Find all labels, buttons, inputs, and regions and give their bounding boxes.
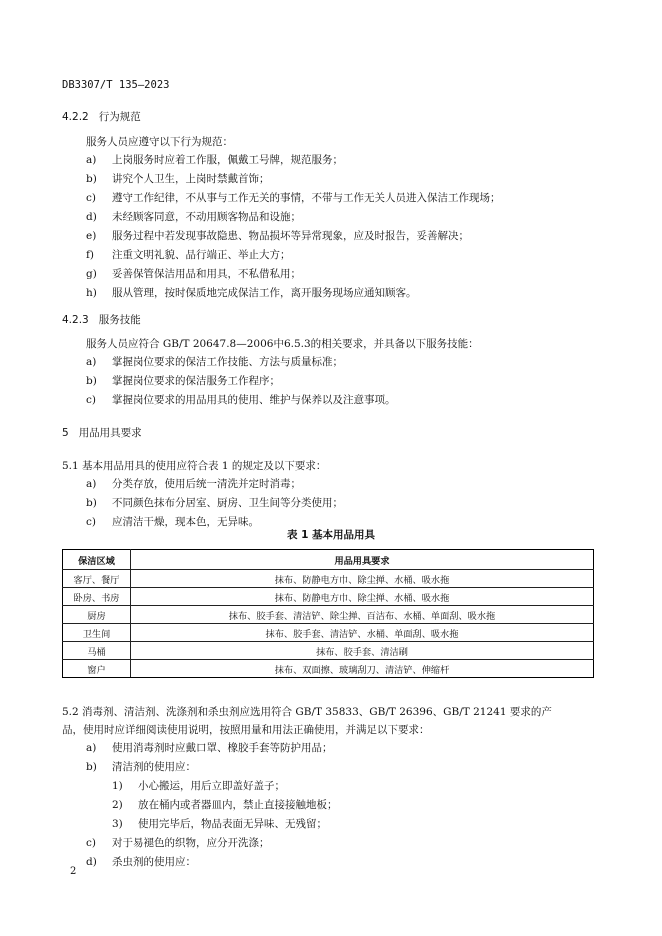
section-4-2-2-intro: 服务人员应遵守以下行为规范： (86, 136, 233, 148)
section-5-2-line-2: 品，使用时应详细阅读使用说明，按照用量和用法正确使用，并满足以下要求： (62, 724, 430, 736)
sub-list-item: 2) 放在桶内或者器皿内，禁止直接接触地板； (112, 799, 338, 811)
list-item: b) 讲究个人卫生，上岗时禁戴首饰； (86, 173, 270, 185)
list-item: c) 遵守工作纪律，不从事与工作无关的事情，不带与工作无关人员进入保洁工作现场； (86, 192, 501, 204)
table-cell: 卫生间 (63, 624, 131, 642)
table-cell: 窗户 (63, 660, 131, 678)
table-row (63, 570, 594, 588)
supplies-table (62, 549, 594, 678)
section-4-2-3-intro: 服务人员应符合 GB/T 20647.8—2006中6.5.3的相关要求，并具备以下服务技能： (86, 338, 479, 350)
section-title: 服务技能 (98, 314, 141, 326)
table-row (63, 606, 594, 624)
list-item: d) 未经顾客同意，不动用顾客物品和设施； (86, 211, 301, 223)
list-item: g) 妥善保管保洁用品和用具，不私借私用； (86, 268, 301, 280)
list-item: b) 掌握岗位要求的保洁服务工作程序； (86, 375, 280, 387)
table-cell: 抹布、胶手套、清洁刷 (131, 642, 594, 660)
list-item: d) 杀虫剂的使用应： (86, 856, 196, 868)
table-cell: 抹布、胶手套、清洁铲、水桶、单面刮、吸水拖 (131, 624, 594, 642)
table-row (63, 588, 594, 606)
list-item: a) 上岗服务时应着工作服，佩戴工号牌，规范服务； (86, 154, 343, 166)
table-header-row (63, 550, 594, 570)
section-4-2-3-heading (62, 312, 141, 327)
list-item: b) 清洁剂的使用应： (86, 761, 196, 773)
list-item: e) 服务过程中若发现事故隐患、物品损坏等异常现象，应及时报告，妥善解决； (86, 230, 469, 242)
sub-list-item: 1) 小心搬运，用后立即盖好盖子； (112, 780, 285, 792)
list-item: a) 分类存放，使用后统一清洗并定时消毒； (86, 478, 301, 490)
list-item: a) 掌握岗位要求的保洁工作技能、方法与质量标准； (86, 356, 343, 368)
list-item: h) 服从管理，按时保质地完成保洁工作，离开服务现场应通知顾客。 (86, 287, 417, 299)
table-row (63, 624, 594, 642)
column-header: 用品用具要求 (131, 550, 594, 570)
table-cell: 抹布、防静电方巾、除尘掸、水桶、吸水拖 (131, 588, 594, 606)
page-number: 2 (70, 866, 77, 877)
table-row (63, 660, 594, 678)
list-item: c) 掌握岗位要求的用品用具的使用、维护与保养以及注意事项。 (86, 394, 396, 406)
section-5-heading (62, 425, 142, 440)
table-cell: 抹布、胶手套、清洁铲、除尘掸、百洁布、水桶、单面刮、吸水拖 (131, 606, 594, 624)
section-4-2-2-heading (62, 109, 141, 124)
list-item: f) 注重文明礼貌、品行端正、举止大方； (86, 249, 291, 261)
list-item: a) 使用消毒剂时应戴口罩、橡胶手套等防护用品； (86, 742, 333, 754)
document-code: DB3307/T 135—2023 (62, 79, 170, 91)
table-caption: 表 1 基本用品用具 (286, 529, 376, 541)
column-header: 保洁区域 (63, 550, 131, 570)
section-number: 4.2.2 (62, 111, 89, 123)
section-5-1-line: 5.1 基本用品用具的使用应符合表 1 的规定及以下要求： (62, 460, 327, 472)
section-number: 4.2.3 (62, 314, 89, 326)
sub-list-item: 3) 使用完毕后，物品表面无异味、无残留； (112, 818, 327, 830)
table-cell: 厨房 (63, 606, 131, 624)
table-cell: 抹布、防静电方巾、除尘掸、水桶、吸水拖 (131, 570, 594, 588)
section-title: 行为规范 (98, 111, 141, 123)
table-cell: 客厅、餐厅 (63, 570, 131, 588)
section-5-2-line-1: 5.2 消毒剂、清洁剂、洗涤剂和杀虫剂应选用符合 GB/T 35833、GB/T 26396、GB/T 21241 要求的产 (62, 706, 552, 718)
table-row (63, 642, 594, 660)
table-cell: 抹布、双面擦、玻璃刮刀、清洁铲、伸缩杆 (131, 660, 594, 678)
table-cell: 卧房、书房 (63, 588, 131, 606)
section-title: 用品用具要求 (78, 427, 142, 439)
table-cell: 马桶 (63, 642, 131, 660)
list-item: c) 对于易褪色的织物，应分开洗涤； (86, 837, 270, 849)
list-item: c) 应清洁干燥，现本色，无异味。 (86, 516, 259, 528)
section-number: 5 (62, 427, 69, 439)
list-item: b) 不同颜色抹布分居室、厨房、卫生间等分类使用； (86, 497, 343, 509)
